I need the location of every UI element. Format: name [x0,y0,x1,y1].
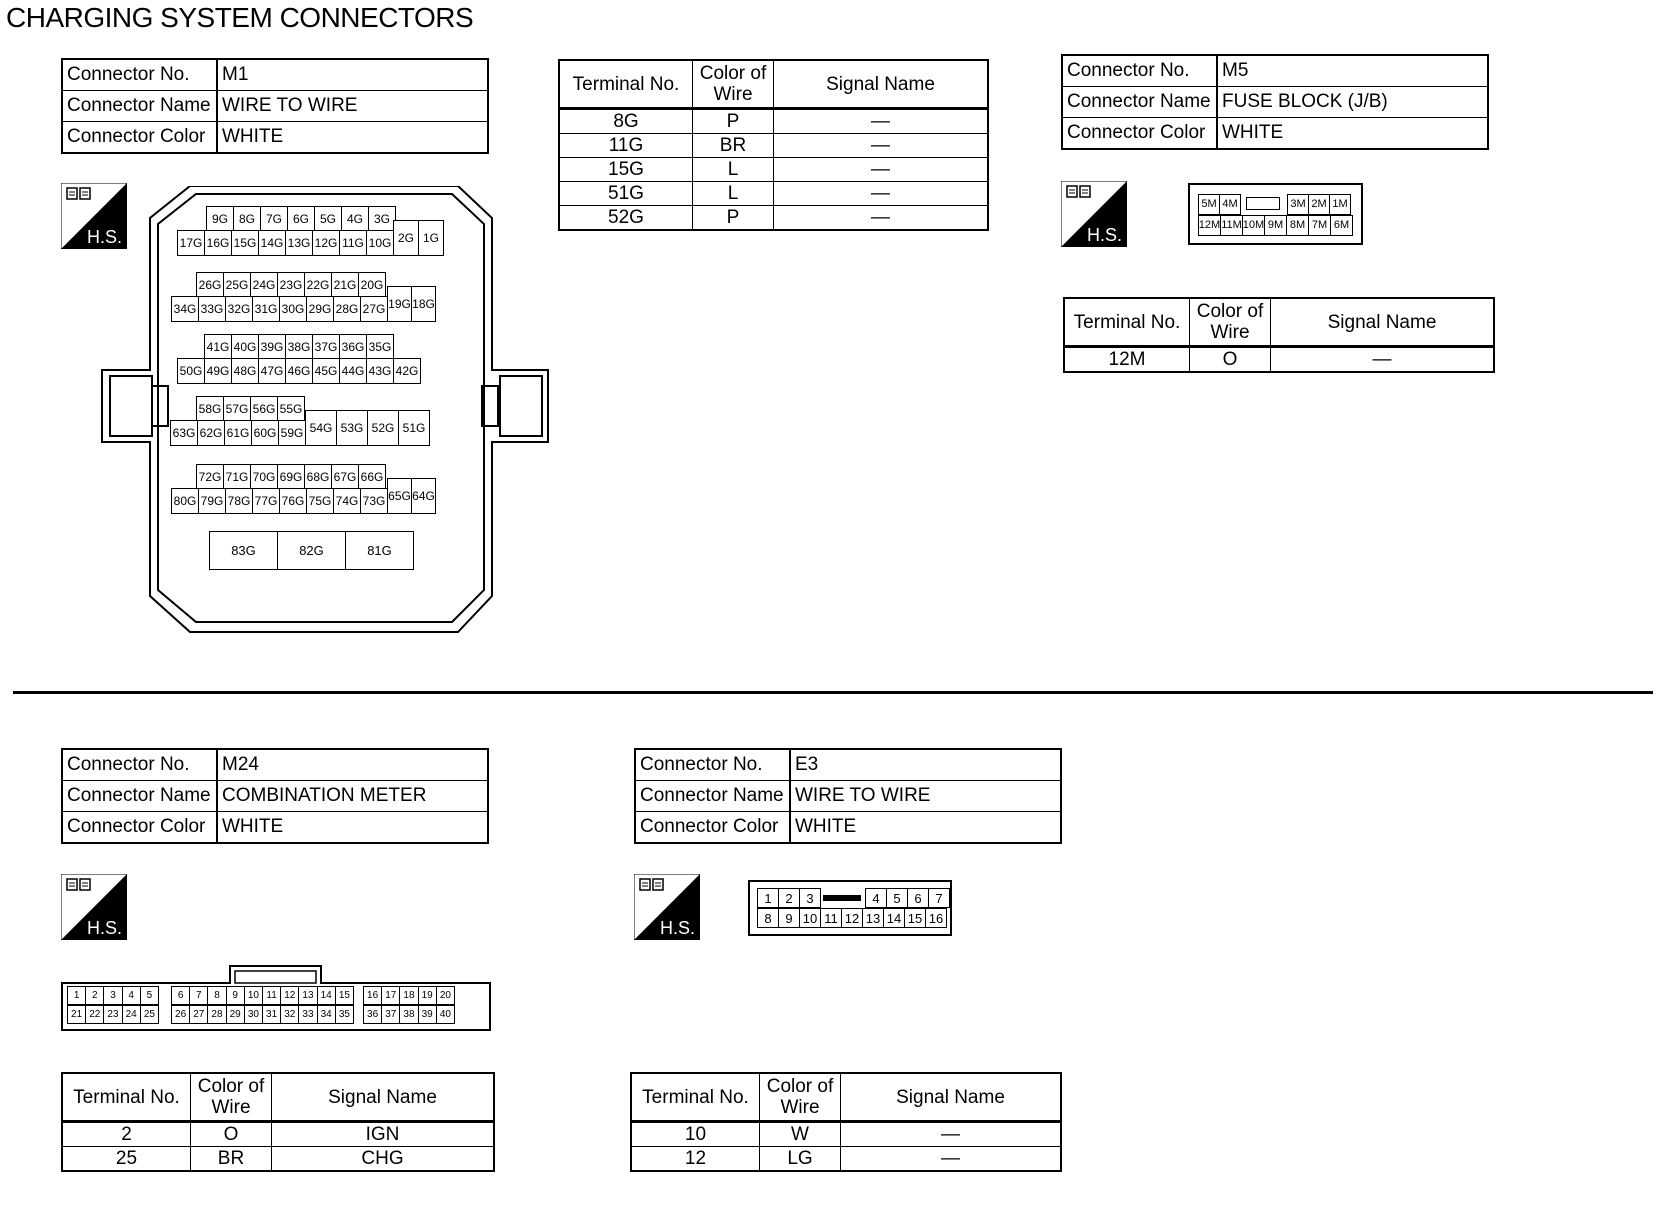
table-row [559,206,988,231]
connector-pin: 40G [231,334,259,360]
m5-connector-name: FUSE BLOCK (J/B) [1217,87,1488,118]
connector-pin: 70G [250,464,278,490]
table-row [62,1147,494,1172]
connector-pin: 4 [122,986,141,1005]
connector-pin: 63G [170,420,198,446]
m5-info-table [1061,54,1489,150]
connector-pin: 28 [207,1005,226,1024]
connector-pin: 3M [1287,194,1309,215]
hs-harness-side-icon [1061,181,1127,247]
svg-text:H.S.: H.S. [660,918,696,938]
signal-name-cell: — [774,109,989,134]
connector-pin: 45G [312,358,340,384]
connector-pin: 31G [252,296,280,322]
connector-pin: 56G [250,396,278,422]
connector-pin: 27 [189,1005,208,1024]
connector-pin: 9 [226,986,245,1005]
connector-pin: 14 [317,986,336,1005]
table-row [559,158,988,182]
label-connector-color: Connector Color [62,812,217,844]
e3-terminal-table [630,1072,1062,1172]
wire-color-cell: P [693,206,774,231]
connector-pin: 38 [399,1005,418,1024]
table-row [62,1122,494,1147]
table-row [631,1147,1061,1172]
connector-pin: 51G [398,410,430,446]
connector-pin: 8M [1286,215,1309,236]
connector-pin: 21 [67,1005,86,1024]
table-row [559,109,988,134]
connector-pin: 1 [757,888,779,908]
connector-pin: 32G [225,296,253,322]
connector-pin: 50G [177,358,205,384]
m1-connector-face [100,186,550,636]
connector-pin: 37 [381,1005,400,1024]
label-connector-color: Connector Color [1062,118,1217,150]
signal-name-cell: — [774,206,989,231]
terminal-no-cell: 10 [631,1122,760,1147]
connector-pin: 74G [333,488,361,514]
table-row [559,182,988,206]
connector-pin: 9M [1264,215,1287,236]
connector-pin: 40 [436,1005,455,1024]
terminal-no-cell: 51G [559,182,693,206]
connector-pin: 5M [1198,194,1220,215]
svg-text:H.S.: H.S. [1087,225,1123,245]
connector-pin: 33 [298,1005,317,1024]
connector-pin: 27G [360,296,388,322]
connector-pin: 26G [196,272,224,298]
connector-pin: 57G [223,396,251,422]
wire-color-cell: O [191,1122,272,1147]
m24-connector-name: COMBINATION METER [217,781,488,812]
connector-pin: 35 [335,1005,354,1024]
connector-pin: 18G [411,286,436,322]
connector-pin: 5G [314,206,342,232]
signal-name-cell: CHG [272,1147,495,1172]
table-row [559,134,988,158]
connector-pin: 20G [358,272,386,298]
connector-pin: 48G [231,358,259,384]
connector-pin: 23G [277,272,305,298]
connector-pin: 29 [226,1005,245,1024]
connector-pin: 12M [1198,215,1221,236]
connector-pin: 47G [258,358,286,384]
connector-pin: 9 [778,908,800,928]
connector-pin: 13 [298,986,317,1005]
header-signal-name: Signal Name [841,1073,1062,1122]
signal-name-cell: — [774,158,989,182]
connector-pin: 10M [1242,215,1265,236]
terminal-no-cell: 52G [559,206,693,231]
connector-pin: 20 [436,986,455,1005]
m5-connector-color: WHITE [1217,118,1488,150]
connector-pin: 66G [358,464,386,490]
hs-harness-side-icon [634,874,700,940]
key-slot [823,895,861,901]
connector-pin: 49G [204,358,232,384]
connector-pin: 6M [1330,215,1353,236]
connector-pin: 14G [258,230,286,256]
terminal-no-cell: 8G [559,109,693,134]
e3-info-table [634,748,1062,844]
connector-pin: 10 [799,908,821,928]
connector-pin: 39G [258,334,286,360]
connector-pin: 73G [360,488,388,514]
wire-color-cell: LG [760,1147,841,1172]
connector-pin: 42G [393,358,421,384]
label-connector-color: Connector Color [62,122,217,154]
m24-connector-no: M24 [217,749,488,781]
label-connector-no: Connector No. [62,59,217,91]
m1-connector-name: WIRE TO WIRE [217,91,488,122]
connector-pin: 16 [363,986,382,1005]
hs-harness-side-icon [61,874,127,940]
connector-pin: 31 [262,1005,281,1024]
terminal-no-cell: 2 [62,1122,191,1147]
signal-name-cell: — [841,1122,1062,1147]
m24-terminal-table [61,1072,495,1172]
e3-connector-color: WHITE [790,812,1061,844]
m24-connector-color: WHITE [217,812,488,844]
connector-pin: 16 [925,908,947,928]
connector-pin: 7 [928,888,950,908]
connector-pin: 3 [103,986,122,1005]
connector-pin: 15 [335,986,354,1005]
key-slot [1246,197,1280,210]
connector-pin: 19 [418,986,437,1005]
connector-pin: 17 [381,986,400,1005]
section-divider [13,691,1653,694]
connector-pin: 18 [399,986,418,1005]
connector-pin: 24 [122,1005,141,1024]
connector-pin: 9G [206,206,234,232]
connector-pin: 22 [85,1005,104,1024]
connector-pin: 12 [280,986,299,1005]
header-terminal-no: Terminal No. [62,1073,191,1122]
connector-pin: 30 [244,1005,263,1024]
connector-pin: 60G [251,420,279,446]
svg-text:H.S.: H.S. [87,918,123,938]
connector-pin: 69G [277,464,305,490]
connector-pin: 15 [904,908,926,928]
connector-pin: 37G [312,334,340,360]
connector-pin: 7 [189,986,208,1005]
connector-pin: 17G [177,230,205,256]
wire-color-cell: L [693,182,774,206]
connector-pin: 30G [279,296,307,322]
connector-pin: 67G [331,464,359,490]
m1-connector-no: M1 [217,59,488,91]
connector-pin: 22G [304,272,332,298]
terminal-no-cell: 12 [631,1147,760,1172]
terminal-no-cell: 11G [559,134,693,158]
table-row [1064,347,1494,373]
connector-pin: 7M [1308,215,1331,236]
connector-pin: 76G [279,488,307,514]
signal-name-cell: IGN [272,1122,495,1147]
connector-pin: 8 [757,908,779,928]
connector-pin: 46G [285,358,313,384]
header-signal-name: Signal Name [774,60,989,109]
connector-pin: 52G [367,410,399,446]
connector-pin: 41G [204,334,232,360]
connector-pin: 65G [387,478,412,514]
label-connector-no: Connector No. [635,749,790,781]
terminal-no-cell: 25 [62,1147,191,1172]
connector-pin: 81G [345,531,414,570]
connector-pin: 25G [223,272,251,298]
connector-pin: 1M [1329,194,1351,215]
connector-pin: 71G [223,464,251,490]
svg-text:H.S.: H.S. [87,227,123,247]
connector-pin: 14 [883,908,905,928]
connector-pin: 34G [171,296,199,322]
label-connector-name: Connector Name [635,781,790,812]
connector-pin: 34 [317,1005,336,1024]
connector-pin: 1G [418,220,444,256]
connector-pin: 53G [336,410,368,446]
wire-color-cell: W [760,1122,841,1147]
connector-pin: 23 [103,1005,122,1024]
label-connector-name: Connector Name [1062,87,1217,118]
header-signal-name: Signal Name [272,1073,495,1122]
connector-pin: 35G [366,334,394,360]
connector-pin: 68G [304,464,332,490]
label-connector-color: Connector Color [635,812,790,844]
connector-pin: 26 [171,1005,190,1024]
connector-pin: 3 [799,888,821,908]
header-terminal-no: Terminal No. [559,60,693,109]
m5-connector-no: M5 [1217,55,1488,87]
connector-pin: 39 [418,1005,437,1024]
connector-pin: 3G [368,206,396,232]
connector-pin: 82G [277,531,346,570]
signal-name-cell: — [841,1147,1062,1172]
connector-pin: 29G [306,296,334,322]
connector-pin: 38G [285,334,313,360]
wire-color-cell: BR [693,134,774,158]
header-signal-name: Signal Name [1271,298,1495,347]
connector-pin: 19G [387,286,412,322]
header-color-of-wire: Color of Wire [191,1073,272,1122]
connector-pin: 11 [262,986,281,1005]
header-color-of-wire: Color of Wire [760,1073,841,1122]
connector-pin: 2G [393,220,419,256]
connector-pin: 12G [312,230,340,256]
terminal-no-cell: 12M [1064,347,1190,373]
m24-connector-face [61,962,491,1032]
connector-pin: 11M [1220,215,1243,236]
connector-pin: 6 [907,888,929,908]
connector-pin: 13G [285,230,313,256]
connector-pin: 16G [204,230,232,256]
connector-pin: 2 [85,986,104,1005]
connector-pin: 25 [140,1005,159,1024]
connector-pin: 21G [331,272,359,298]
connector-pin: 28G [333,296,361,322]
m1-info-table [61,58,489,154]
connector-pin: 75G [306,488,334,514]
page-title: CHARGING SYSTEM CONNECTORS [6,2,474,33]
connector-pin: 2M [1308,194,1330,215]
wire-color-cell: P [693,109,774,134]
connector-pin: 44G [339,358,367,384]
e3-connector-face [748,880,952,936]
terminal-no-cell: 15G [559,158,693,182]
label-connector-no: Connector No. [1062,55,1217,87]
e3-connector-no: E3 [790,749,1061,781]
connector-pin: 10 [244,986,263,1005]
connector-pin: 7G [260,206,288,232]
connector-pin: 15G [231,230,259,256]
connector-pin: 61G [224,420,252,446]
connector-pin: 4 [865,888,887,908]
m1-connector-color: WHITE [217,122,488,154]
header-terminal-no: Terminal No. [1064,298,1190,347]
header-color-of-wire: Color of Wire [1190,298,1271,347]
connector-pin: 10G [366,230,394,256]
label-connector-no: Connector No. [62,749,217,781]
connector-pin: 72G [196,464,224,490]
connector-pin: 62G [197,420,225,446]
connector-pin: 55G [277,396,305,422]
connector-pin: 77G [252,488,280,514]
connector-pin: 54G [305,410,337,446]
connector-pin: 8G [233,206,261,232]
e3-connector-name: WIRE TO WIRE [790,781,1061,812]
wire-color-cell: L [693,158,774,182]
label-connector-name: Connector Name [62,91,217,122]
connector-pin: 36G [339,334,367,360]
label-connector-name: Connector Name [62,781,217,812]
connector-pin: 12 [841,908,863,928]
connector-pin: 13 [862,908,884,928]
connector-pin: 32 [280,1005,299,1024]
header-terminal-no: Terminal No. [631,1073,760,1122]
connector-pin: 24G [250,272,278,298]
connector-pin: 5 [140,986,159,1005]
connector-pin: 64G [411,478,436,514]
connector-pin: 78G [225,488,253,514]
connector-pin: 4G [341,206,369,232]
wire-color-cell: BR [191,1147,272,1172]
connector-pin: 59G [278,420,306,446]
m24-info-table [61,748,489,844]
connector-pin: 83G [209,531,278,570]
connector-pin: 58G [196,396,224,422]
wire-color-cell: O [1190,347,1271,373]
m5-terminal-table [1063,297,1495,373]
connector-pin: 6G [287,206,315,232]
m1-terminal-table [558,59,989,231]
connector-pin: 11 [820,908,842,928]
signal-name-cell: — [774,134,989,158]
connector-pin: 2 [778,888,800,908]
connector-pin: 4M [1219,194,1241,215]
connector-pin: 6 [171,986,190,1005]
table-row [631,1122,1061,1147]
connector-pin: 36 [363,1005,382,1024]
connector-pin: 80G [171,488,199,514]
connector-pin: 33G [198,296,226,322]
m5-connector-face [1188,183,1363,245]
connector-pin: 1 [67,986,86,1005]
connector-pin: 8 [207,986,226,1005]
signal-name-cell: — [774,182,989,206]
header-color-of-wire: Color of Wire [693,60,774,109]
connector-pin: 11G [339,230,367,256]
connector-pin: 5 [886,888,908,908]
connector-pin: 43G [366,358,394,384]
signal-name-cell: — [1271,347,1495,373]
connector-pin: 79G [198,488,226,514]
